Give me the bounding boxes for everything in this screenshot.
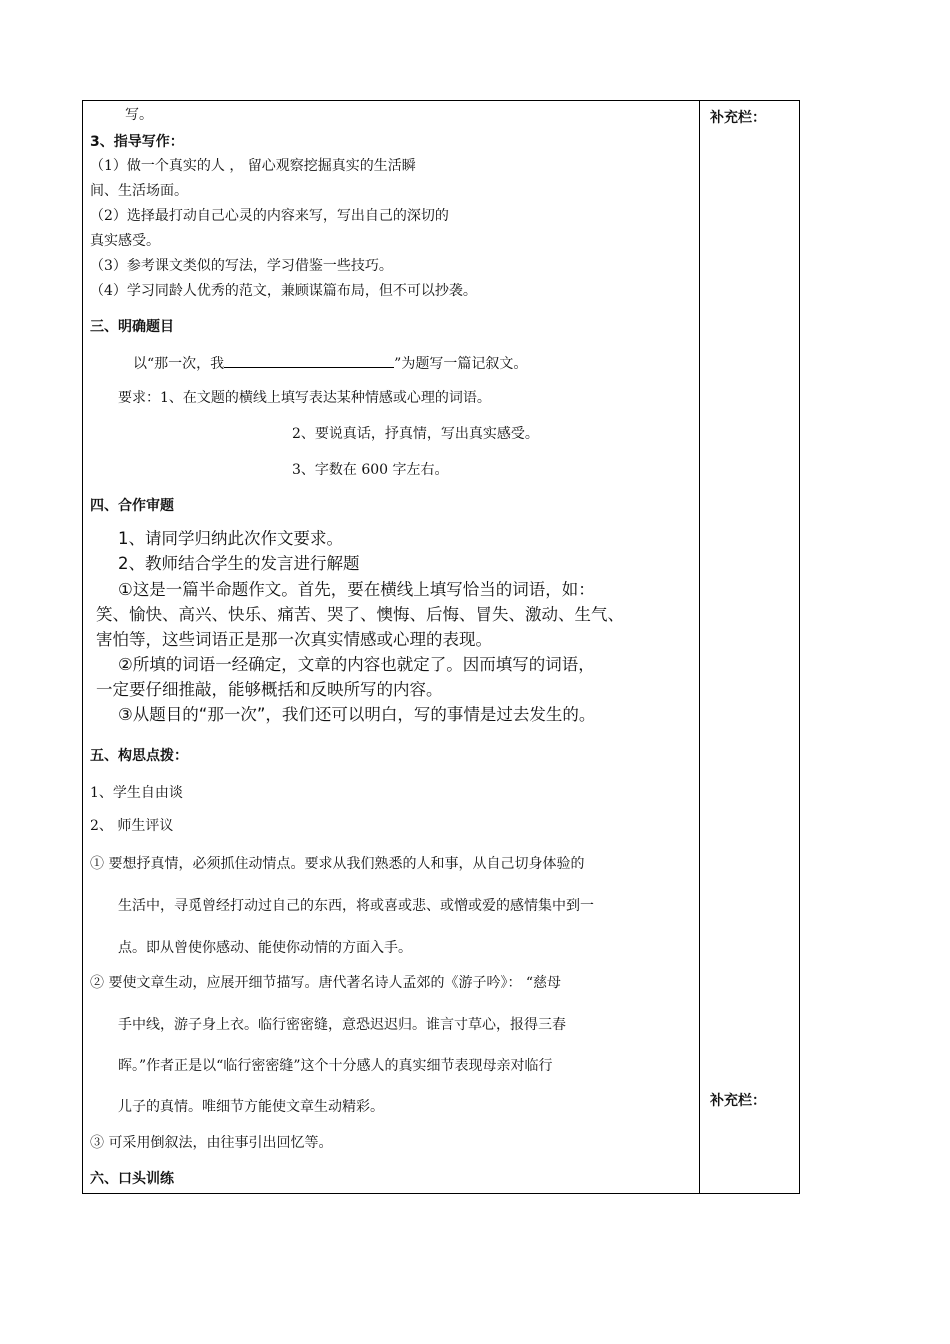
idea-1: 1、学生自由谈 (90, 785, 183, 801)
section-idea-title: 五、构思点拨： (90, 748, 188, 764)
cooperate-1: 1、请同学归纳此次作文要求。 (118, 529, 343, 548)
supplement-label-bottom: 补充栏： (710, 1093, 766, 1109)
analysis-1c: 害怕等，这些词语正是那一次真实情感或心理的表现。 (96, 630, 492, 649)
column-divider (699, 100, 700, 1194)
continued-text: 写。 (125, 107, 153, 123)
section-oral-title: 六、口头训练 (90, 1171, 174, 1187)
analysis-2a: ②所填的词语一经确定，文章的内容也就定了。因而填写的词语， (118, 655, 595, 674)
guide-item-3: （3）参考课文类似的写法，学习借鉴一些技巧。 (90, 258, 393, 274)
section-cooperate-title: 四、合作审题 (90, 498, 174, 514)
supplement-label-top: 补充栏： (710, 110, 766, 126)
cooperate-2: 2、教师结合学生的发言进行解题 (118, 554, 360, 573)
requirement-2: 2、要说真话，抒真情，写出真实感受。 (292, 426, 539, 442)
analysis-3: ③从题目的“那一次”，我们还可以明白，写的事情是过去发生的。 (118, 705, 596, 724)
section-3-guide-title: 3、指导写作： (90, 134, 184, 150)
tip-1c: 点。即从曾使你感动、能使你动情的方面入手。 (118, 940, 412, 956)
guide-item-2a: （2）选择最打动自己心灵的内容来写，写出自己的深切的 (90, 208, 449, 224)
tip-2b: 手中线，游子身上衣。临行密密缝，意恐迟迟归。谁言寸草心，报得三春 (118, 1017, 566, 1033)
title-prompt (133, 353, 527, 373)
guide-item-1b: 间、生活场面。 (90, 183, 188, 199)
requirement-1: 要求：1、在文题的横线上填写表达某种情感或心理的词语。 (118, 390, 491, 406)
section-clarify-title: 三、明确题目 (90, 319, 174, 335)
prompt-suffix: ”为题写一篇记叙文。 (394, 356, 528, 372)
guide-item-4: （4）学习同龄人优秀的范文，兼顾谋篇布局，但不可以抄袭。 (90, 283, 477, 299)
requirement-3: 3、字数在 600 字左右。 (292, 462, 449, 478)
prompt-prefix: 以“那一次，我 (133, 356, 225, 372)
tip-1b: 生活中，寻觅曾经打动过自己的东西，将或喜或悲、或憎或爱的感情集中到一 (118, 898, 594, 914)
tip-2a: ② 要使文章生动，应展开细节描写。唐代著名诗人孟郊的《游子吟》： “慈母 (90, 975, 562, 991)
analysis-1a: ①这是一篇半命题作文。首先，要在横线上填写恰当的词语，如： (118, 580, 595, 599)
analysis-1b: 笑、愉快、高兴、快乐、痛苦、哭了、懊悔、后悔、冒失、激动、生气、 (96, 605, 624, 624)
tip-3: ③ 可采用倒叙法，由往事引出回忆等。 (90, 1135, 333, 1151)
tip-2c: 晖。”作者正是以“临行密密缝”这个十分感人的真实细节表现母亲对临行 (118, 1058, 553, 1074)
guide-item-1a: （1）做一个真实的人 ， 留心观察挖掘真实的生活瞬 (90, 158, 416, 174)
analysis-2b: 一定要仔细推敲，能够概括和反映所写的内容。 (96, 680, 443, 699)
tip-1a: ① 要想抒真情，必须抓住动情点。要求从我们熟悉的人和事，从自己切身体验的 (90, 856, 585, 872)
guide-item-2b: 真实感受。 (90, 233, 160, 249)
tip-2d: 儿子的真情。唯细节方能使文章生动精彩。 (118, 1099, 384, 1115)
title-blank-line (224, 353, 394, 368)
idea-2: 2、 师生评议 (90, 818, 174, 834)
